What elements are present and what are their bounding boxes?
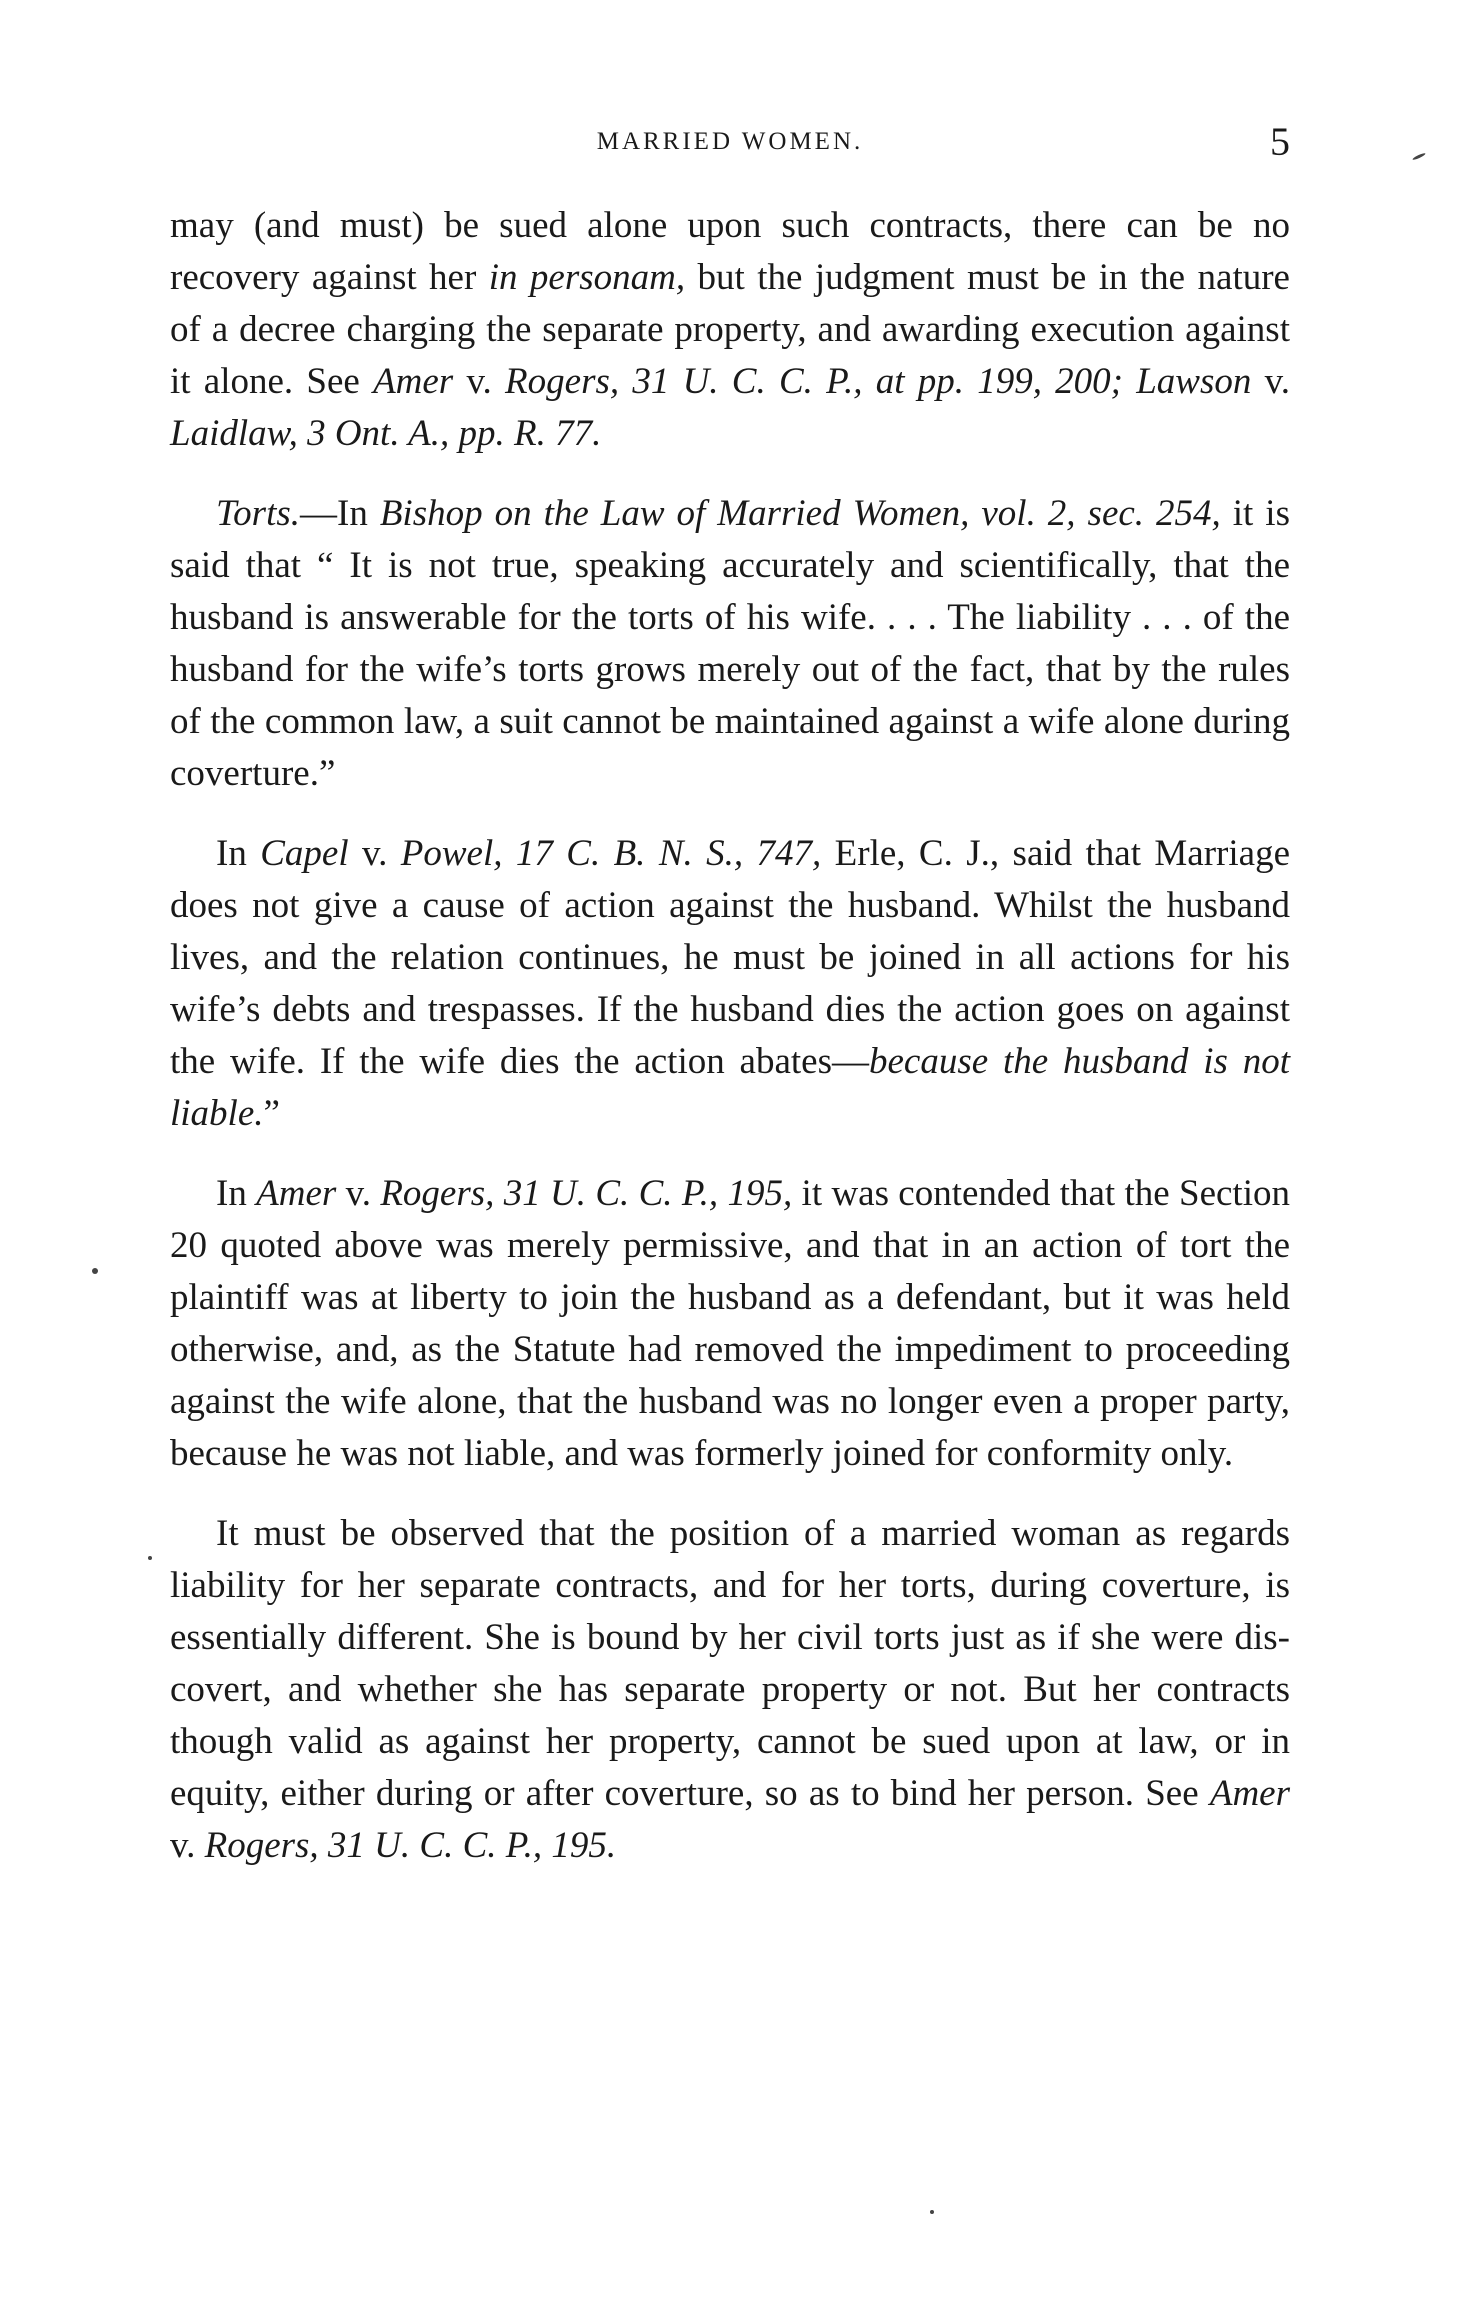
italic-run: Rogers, 31 U. C. C. P., 195.: [204, 1825, 617, 1866]
italic-run: Rogers, 31 U. C. C. P., at pp. 199, 200; Lawson: [505, 361, 1252, 402]
text-run: may (and must) be sued alone upon such contracts, there can be no recovery against her: [170, 205, 1290, 298]
paragraph-contracts: [170, 200, 1290, 460]
paragraph-amer-v-rogers: [170, 1168, 1290, 1480]
text-run: In: [216, 1173, 257, 1214]
scan-speck: [930, 2210, 934, 2214]
scan-speck: [92, 1268, 98, 1274]
italic-run: Amer: [1209, 1773, 1290, 1814]
scan-speck: [1412, 152, 1426, 161]
scan-speck: [148, 1556, 152, 1560]
italic-run: because the husband is not liable.: [170, 1041, 1291, 1134]
text-run: but the judgment must be in the nature of a decree charging the separate property, and awarding execution against it alone. See: [170, 257, 1290, 402]
paragraph-torts: [170, 488, 1290, 800]
text-run: it is said that “ It is not true, speaking accurately and scientifically, that the husband is answerable for the torts of his wife. . . . The liability . . . of the husband for the wife’s torts grows merely out of the fact, that by the rules of the common law, a suit cannot be maintained against a wife alone during coverture.”: [170, 493, 1290, 794]
italic-run: Rogers, 31 U. C. C. P., 195,: [380, 1173, 793, 1214]
page-number: 5: [1270, 119, 1290, 164]
text-run: v.: [336, 1173, 381, 1214]
italic-run: Bishop on the Law of Married Women, vol. 2, sec. 254,: [379, 493, 1221, 534]
text-run: In: [216, 833, 261, 874]
italic-run: Amer: [256, 1173, 337, 1214]
paragraph-position-of-married-woman: [170, 1508, 1290, 1872]
text-run: it was contended that the Section 20 quoted above was merely permissive, and that in an action of tort the plaintiff was at liberty to join the husband as a defendant, but it was held otherwise, and, as the Statute had removed the impediment to proceeding against the wife alone, that the husband was no longer even a proper party, because he was not liable, and was formerly joined for conformity only.: [170, 1173, 1290, 1474]
body-text: [170, 200, 1290, 1900]
text-run: —In: [300, 493, 380, 534]
text-run: It must be observed that the position of a married woman as regards liability for her separate contracts, and for her torts, during coverture, is essentially different. She is bound by her civil torts just as if she were dis-covert, and whether she has separate property or not. But her contracts though valid as against her property, cannot be sued upon at law, or in equity, either during or after coverture, so as to bind her person. See: [170, 1513, 1290, 1814]
text-run: Erle, C. J., said that Marriage does not give a cause of action against the husband. Whilst the husband lives, and the relation continues, he must be joined in all actions for his wife’s debts and trespasses. If the husband dies the action goes on against the wife. If the wife dies the action abates—: [170, 833, 1290, 1082]
text-run: v.: [1251, 361, 1290, 402]
running-head: [170, 118, 1290, 168]
running-title: MARRIED WOMEN.: [596, 128, 864, 155]
italic-run: Powel, 17 C. B. N. S., 747,: [400, 833, 822, 874]
text-run: v.: [453, 361, 506, 402]
italic-run: Amer: [373, 361, 454, 402]
text-run: ”: [263, 1093, 280, 1134]
italic-run: Capel: [260, 833, 349, 874]
text-run: v.: [170, 1825, 205, 1866]
italic-run: in personam,: [488, 257, 686, 298]
italic-run: Torts.: [216, 493, 301, 534]
italic-run: Laidlaw, 3 Ont. A., pp. R. 77.: [170, 413, 602, 454]
text-run: v.: [348, 833, 401, 874]
paragraph-capel-v-powel: [170, 828, 1290, 1140]
